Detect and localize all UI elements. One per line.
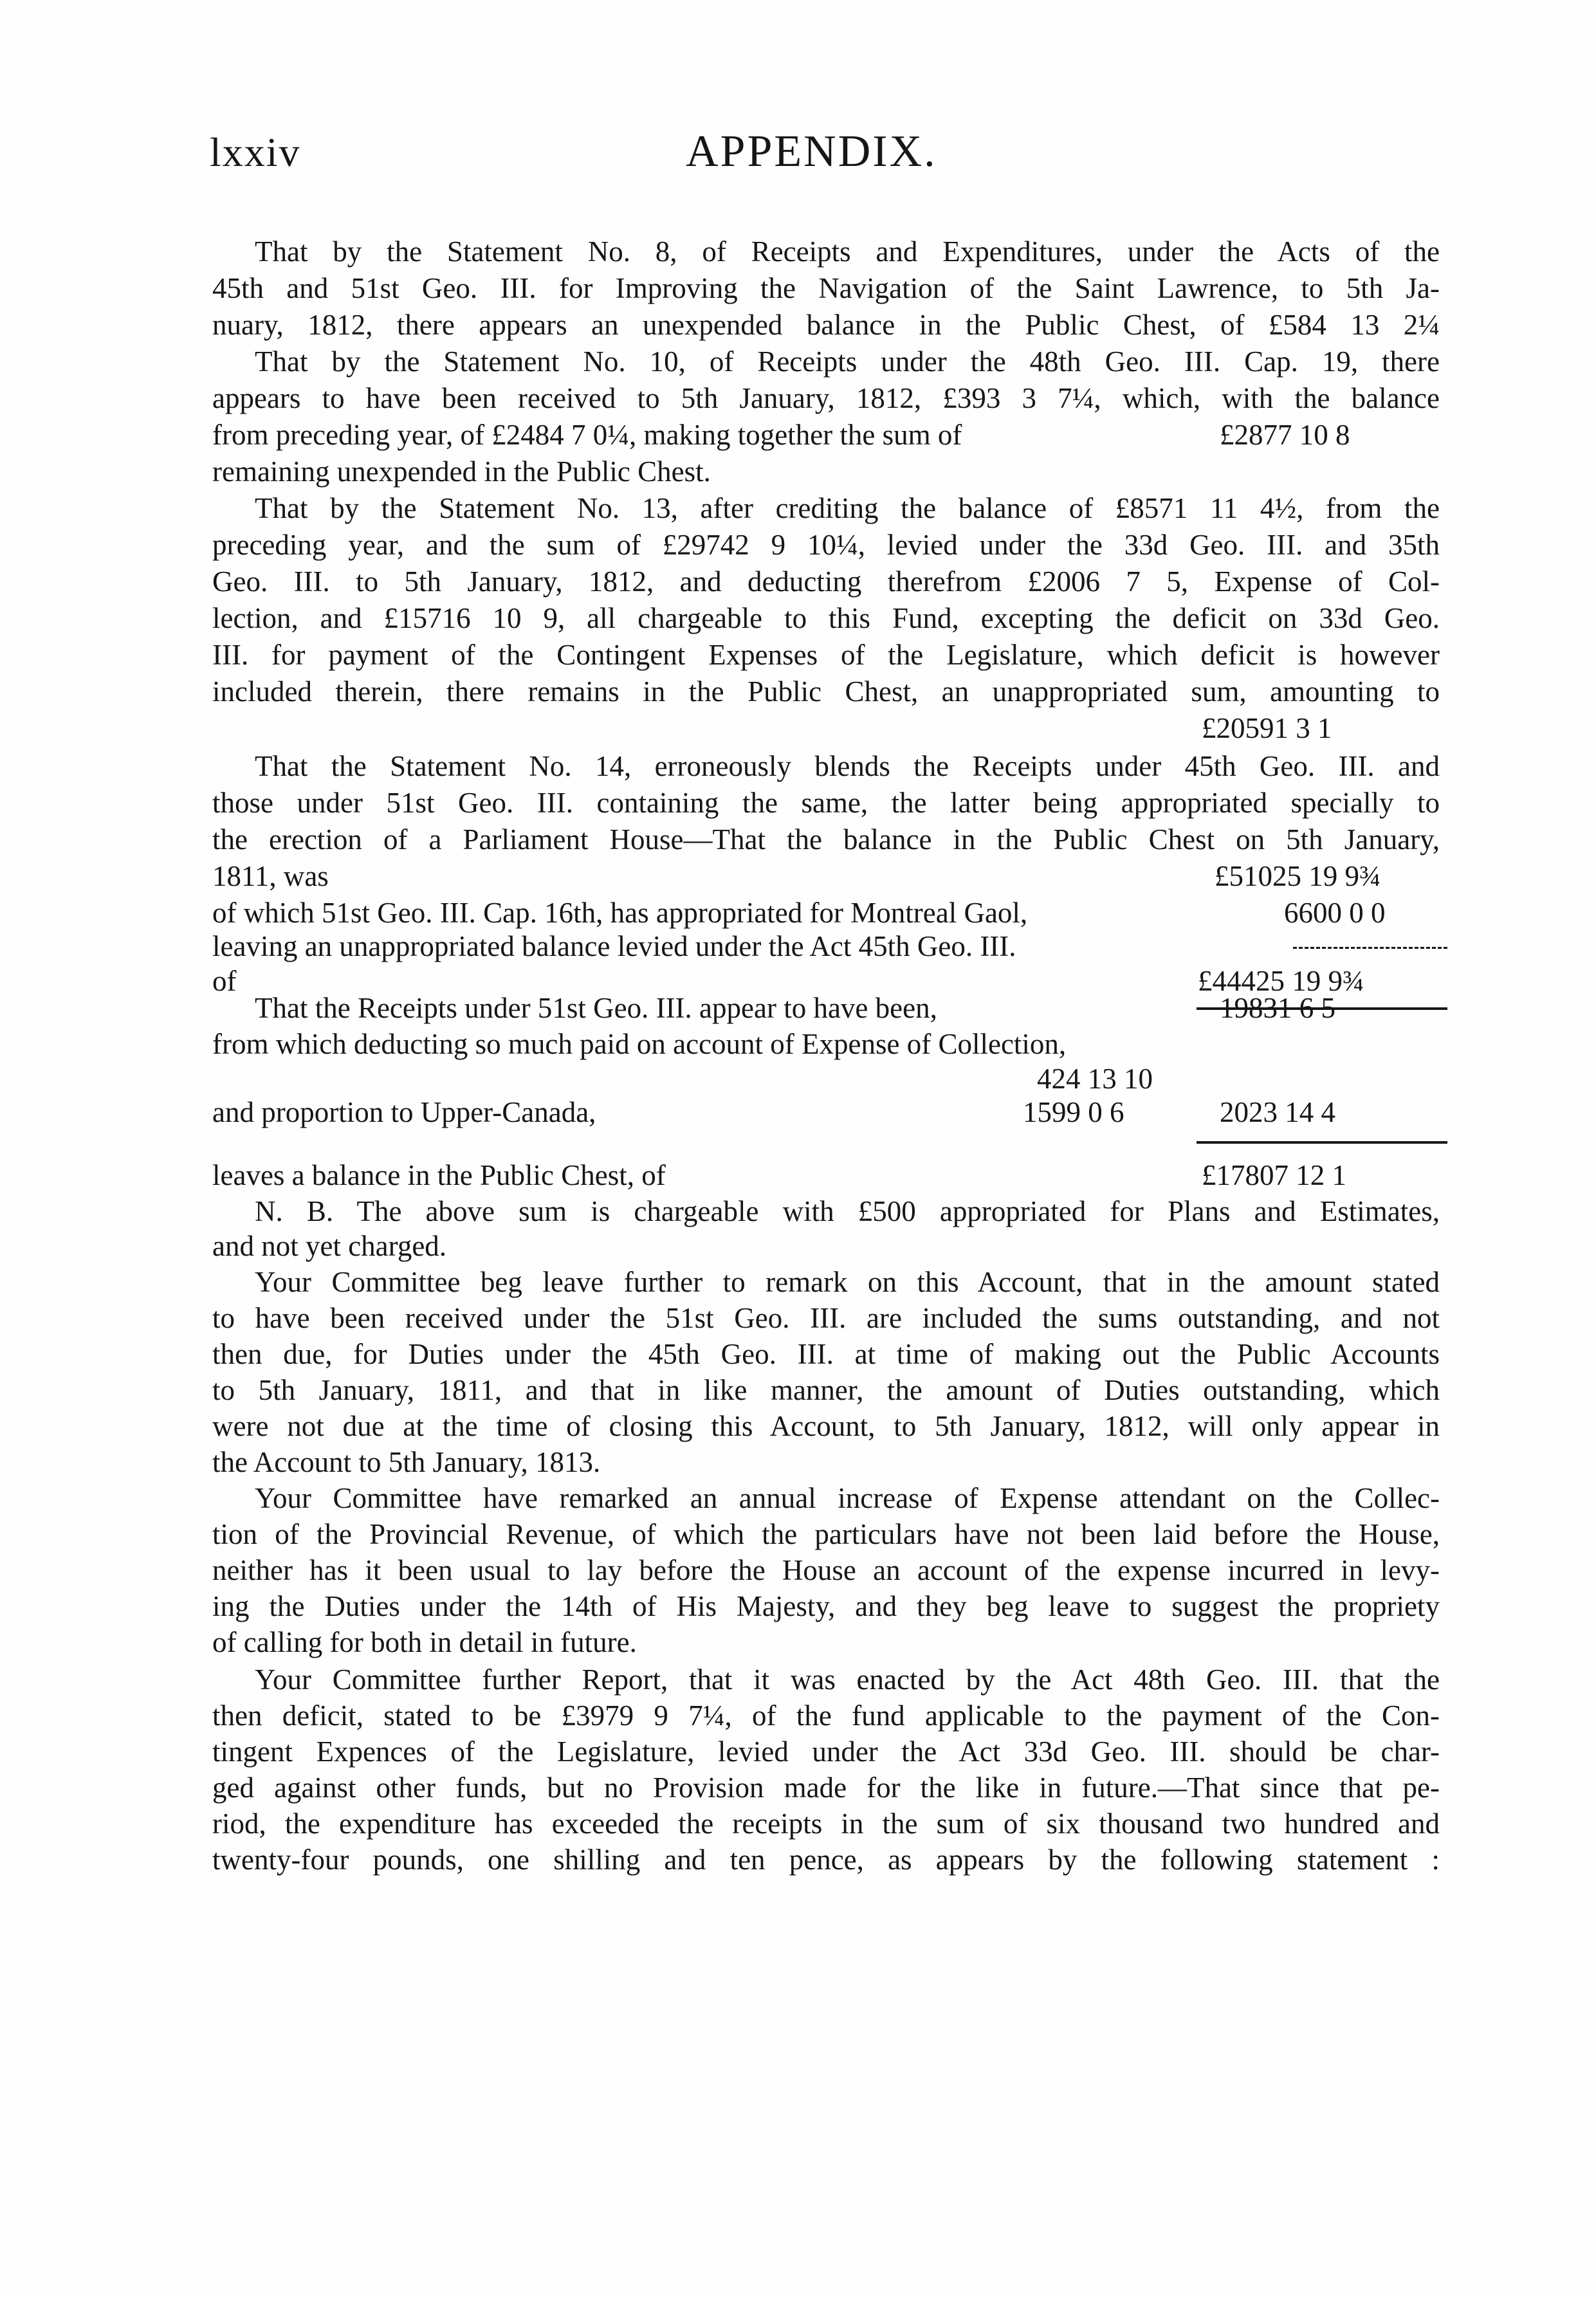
text-line: 45th and 51st Geo. III. for Improving the Navigation of the Saint Lawrence, to 5th Ja- [212,272,1440,304]
text-line: the erection of a Parliament House—That the balance in the Public Chest on 5th January, [212,823,1440,856]
text-line: of calling for both in detail in future. [212,1626,637,1658]
amount-unexpended: £2877 10 8 [1220,419,1350,451]
text-line: and proportion to Upper-Canada, [212,1096,596,1128]
text-line: were not due at the time of closing this Account, to 5th January, 1812, will only appear in [212,1410,1440,1442]
text-line: then deficit, stated to be £3979 9 7¼, of the fund applicable to the payment of the Con- [212,1699,1440,1732]
text-line: riod, the expenditure has exceeded the receipts in the sum of six thousand two hundred and [212,1808,1440,1840]
text-line: ing the Duties under the 14th of His Majesty, and they beg leave to suggest the propriety [212,1590,1440,1622]
text-line: neither has it been usual to lay before the House an account of the expense incurred in levy- [212,1554,1440,1586]
text-line: preceding year, and the sum of £29742 9 10¼, levied under the 33d Geo. III. and 35th [212,529,1440,561]
text-line: leaves a balance in the Public Chest, of [212,1159,666,1191]
ledger-amount: £44425 19 9¾ [1198,965,1364,997]
text-line: from which deducting so much paid on account of Expense of Collection, [212,1028,1067,1060]
ledger-label: of [212,965,237,997]
ledger-label: leaving an unappropriated balance levied under the Act 45th Geo. III. [212,930,1016,962]
ledger-label: 1811, was [212,860,329,892]
ledger-label: of which 51st Geo. III. Cap. 16th, has appropriated for Montreal Gaol, [212,897,1028,929]
text-line: the Account to 5th January, 1813. [212,1446,601,1478]
text-line: tion of the Provincial Revenue, of which the particulars have not been laid before the House, [212,1518,1440,1550]
text-line: Geo. III. to 5th January, 1812, and deducting therefrom £2006 7 5, Expense of Col- [212,565,1440,598]
subtraction-rule [1293,947,1447,949]
text-line: to have been received under the 51st Geo. III. are included the sums outstanding, and not [212,1302,1440,1334]
text-line: Your Committee beg leave further to remark on this Account, that in the amount stated [255,1266,1440,1298]
text-line: That the Receipts under 51st Geo. III. appear to have been, [255,992,937,1024]
text-line: then due, for Duties under the 45th Geo. III. at time of making out the Public Accounts [212,1338,1440,1370]
ledger-amount: £51025 19 9¾ [1215,860,1381,892]
text-line: That by the Statement No. 10, of Receipts under the 48th Geo. III. Cap. 19, there [255,345,1440,378]
page-number: lxxiv [210,129,301,175]
receipts-amount: 19831 6 5 [1220,992,1335,1024]
deduction-total: 2023 14 4 [1220,1096,1335,1128]
text-line: nuary, 1812, there appears an unexpended balance in the Public Chest, of £584 13 2¼ [212,309,1440,341]
text-line: tingent Expences of the Legislature, levied under the Act 33d Geo. III. should be char- [212,1736,1440,1768]
text-line: twenty-four pounds, one shilling and ten pence, as appears by the following statement : [212,1844,1440,1876]
running-head: APPENDIX. [686,127,937,176]
text-line: III. for payment of the Contingent Expenses of the Legislature, which deficit is however [212,639,1440,671]
text-line: from preceding year, of £2484 7 0¼, making together the sum of [212,419,962,451]
text-line: N. B. The above sum is chargeable with £500 appropriated for Plans and Estimates, [255,1195,1440,1227]
text-line: ged against other funds, but no Provision made for the like in future.—That since that pe- [212,1772,1440,1804]
text-line: Your Committee have remarked an annual increase of Expense attendant on the Collec- [255,1482,1440,1514]
balance-amount: £17807 12 1 [1202,1159,1346,1191]
collection-amount: 424 13 10 [1037,1063,1153,1095]
text-line: That by the Statement No. 8, of Receipts and Expenditures, under the Acts of the [255,235,1440,268]
upper-canada-amount: 1599 0 6 [1023,1096,1124,1128]
text-line: remaining unexpended in the Public Chest. [212,455,711,488]
amount-unappropriated: £20591 3 1 [1202,712,1332,744]
text-line: those under 51st Geo. III. containing the same, the latter being appropriated specially to [212,787,1440,819]
text-line: That the Statement No. 14, erroneously blends the Receipts under 45th Geo. III. and [255,750,1440,782]
balance-rule [1197,1141,1447,1144]
ledger-amount: 6600 0 0 [1284,897,1386,929]
text-line: and not yet charged. [212,1230,447,1262]
text-line: to 5th January, 1811, and that in like manner, the amount of Duties outstanding, which [212,1374,1440,1406]
text-line: appears to have been received to 5th January, 1812, £393 3 7¼, which, with the balance [212,382,1440,414]
text-line: lection, and £15716 10 9, all chargeable to this Fund, excepting the deficit on 33d Geo. [212,602,1440,634]
text-line: Your Committee further Report, that it was enacted by the Act 48th Geo. III. that the [255,1663,1440,1696]
text-line: That by the Statement No. 13, after crediting the balance of £8571 11 4½, from the [255,492,1440,524]
text-line: included therein, there remains in the Public Chest, an unappropriated sum, amounting to [212,675,1440,708]
